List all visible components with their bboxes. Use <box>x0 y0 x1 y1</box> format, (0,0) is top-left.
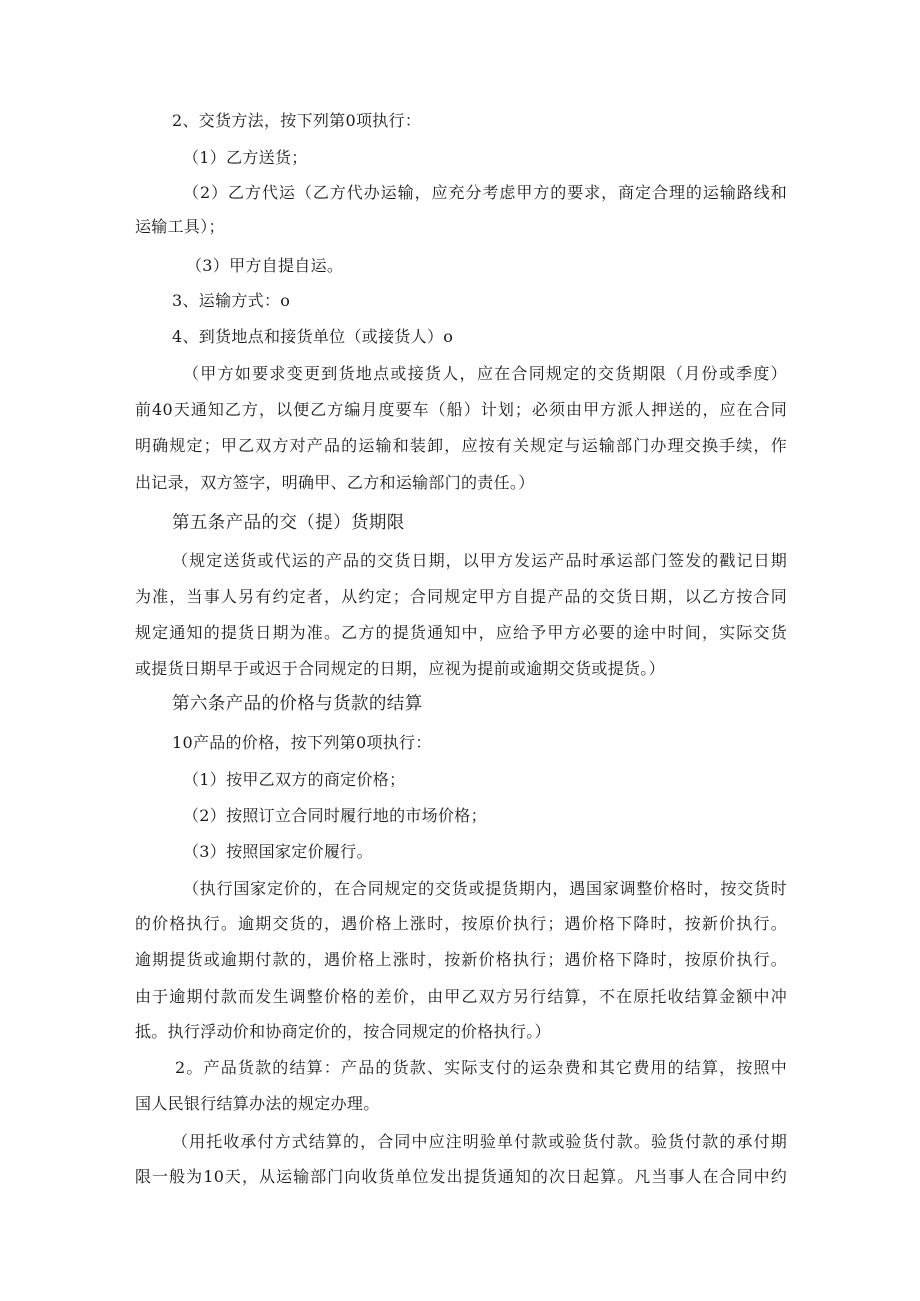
clause-transport-mode: 3、运输方式：o <box>172 291 291 310</box>
note-state-price-5: 抵。执行浮动价和协商定价的，按合同规定的价格执行。） <box>135 1022 551 1041</box>
option-market-price: （2）按照订立合同时履行地的市场价格； <box>183 806 487 825</box>
option-seller-delivery: （1）乙方送货； <box>183 148 308 167</box>
clause-delivery-method: 2、交货方法，按下列第0项执行： <box>172 111 422 130</box>
note-state-price: （执行国家定价的，在合同规定的交货或提货期内，遇国家调整价格时，按交货时 <box>183 879 787 898</box>
clause-payment-settlement-2: 国人民银行结算办法的规定办理。 <box>135 1094 380 1113</box>
article-5-note-2: 为准，当事人另有约定者，从约定；合同规定甲方自提产品的交货日期，以乙方按合同 <box>135 587 787 606</box>
article-6-heading: 第六条产品的价格与货款的结算 <box>172 694 423 714</box>
clause-payment-settlement: 2。产品货款的结算：产品的货款、实际支付的运杂费和其它费用的结算，按照中 <box>175 1058 787 1077</box>
option-negotiated-price: （1）按甲乙双方的商定价格； <box>183 770 406 789</box>
note-change-destination-4: 出记录，双方签字，明确甲、乙方和运输部门的责任。） <box>135 473 535 492</box>
article-5-heading: 第五条产品的交（提）货期限 <box>172 513 405 533</box>
option-state-price: （3）按照国家定价履行。 <box>183 842 373 861</box>
note-change-destination-3: 明确规定；甲乙双方对产品的运输和装卸，应按有关规定与运输部门办理交换手续，作 <box>135 436 787 455</box>
option-seller-transport-cont: 运输工具）； <box>135 217 225 236</box>
article-5-note-3: 规定通知的提货日期为准。乙方的提货通知中，应给予甲方必要的途中时间，实际交货 <box>135 623 787 642</box>
clause-destination: 4、到货地点和接货单位（或接货人）o <box>172 327 454 346</box>
clause-product-price: 10产品的价格，按下列第0项执行： <box>172 733 432 752</box>
note-change-destination: （甲方如要求变更到货地点或接货人，应在合同规定的交货期限（月份或季度） <box>183 364 787 383</box>
note-state-price-3: 逾期提货或逾期付款的，遇价格上涨时，按新价格执行；遇价格下降时，按原价执行。 <box>135 950 787 969</box>
note-state-price-2: 的价格执行。逾期交货的，遇价格上涨时，按原价执行；遇价格下降时，按新价执行。 <box>135 914 787 933</box>
option-buyer-pickup: （3）甲方自提自运。 <box>186 256 344 275</box>
article-5-note-4: 或提货日期早于或迟于合同规定的日期，应视为提前或逾期交货或提货。） <box>135 659 665 678</box>
note-change-destination-2: 前40天通知乙方，以便乙方编月度要车（船）计划；必须由甲方派人押送的，应在合同 <box>135 400 787 419</box>
note-state-price-4: 由于逾期付款而发生调整价格的差价，由甲乙双方另行结算，不在原托收结算金额中冲 <box>135 987 787 1006</box>
article-5-note: （规定送货或代运的产品的交货日期，以甲方发运产品时承运部门签发的戳记日期 <box>172 551 787 570</box>
option-seller-transport: （2）乙方代运（乙方代办运输，应充分考虑甲方的要求，商定合理的运输路线和 <box>183 183 787 202</box>
note-collection-payment-2: 限一般为10天，从运输部门向收货单位发出提货通知的次日起算。凡当事人在合同中约 <box>135 1167 787 1186</box>
note-collection-payment: （用托收承付方式结算的，合同中应注明验单付款或验货付款。验货付款的承付期 <box>172 1132 787 1151</box>
